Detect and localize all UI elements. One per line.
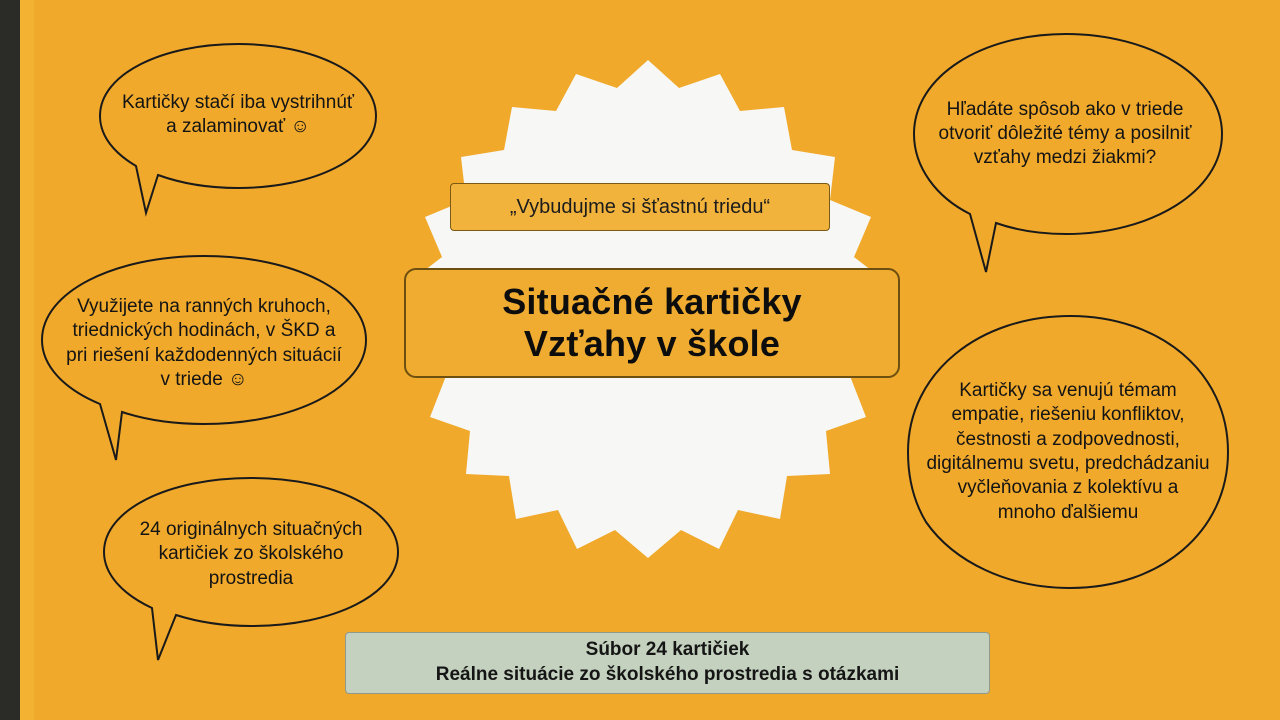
center-subtitle-box bbox=[450, 183, 830, 231]
center-subtitle-text: „Vybudujme si šťastnú triedu“ bbox=[509, 195, 771, 218]
left-accent-band bbox=[20, 0, 34, 720]
callout-question bbox=[900, 22, 1230, 282]
left-dark-band bbox=[0, 0, 20, 720]
bottom-banner bbox=[345, 632, 990, 694]
center-title-box bbox=[404, 268, 900, 378]
callout-cut-and-laminate bbox=[88, 38, 388, 223]
callout-card-count-text: 24 originálnych situačných kartičiek zo školského prostredia bbox=[139, 519, 363, 589]
bottom-banner-line-1: Súbor 24 kartičiek bbox=[585, 639, 750, 661]
center-title-line-2: Vzťahy v škole bbox=[523, 323, 781, 364]
callout-topics-text: Kartičky sa venujú témam empatie, riešeniu konfliktov, čestnosti a zodpovednosti, digitálnemu svetu, predchádzaniu vyčleňovania z kolektívu a mnoho ďalšiemu bbox=[926, 380, 1210, 523]
callout-question-text: Hľadáte spôsob ako v triede otvoriť dôležité témy a posilniť vzťahy medzi žiakmi? bbox=[938, 98, 1192, 169]
callout-usage-text: Využijete na ranných kruhoch, triednických hodinách, v ŠKD a pri riešení každodenných situácií v triede ☺ bbox=[66, 295, 342, 390]
callout-cut-text: Kartičky stačí iba vystrihnúť a zalaminovať ☺ bbox=[121, 91, 355, 137]
callout-usage bbox=[34, 248, 374, 473]
callout-topics bbox=[900, 302, 1236, 602]
center-title-line-1: Situačné kartičky bbox=[502, 280, 802, 322]
bottom-banner-line-2: Reálne situácie zo školského prostredia s otázkami bbox=[435, 664, 900, 685]
